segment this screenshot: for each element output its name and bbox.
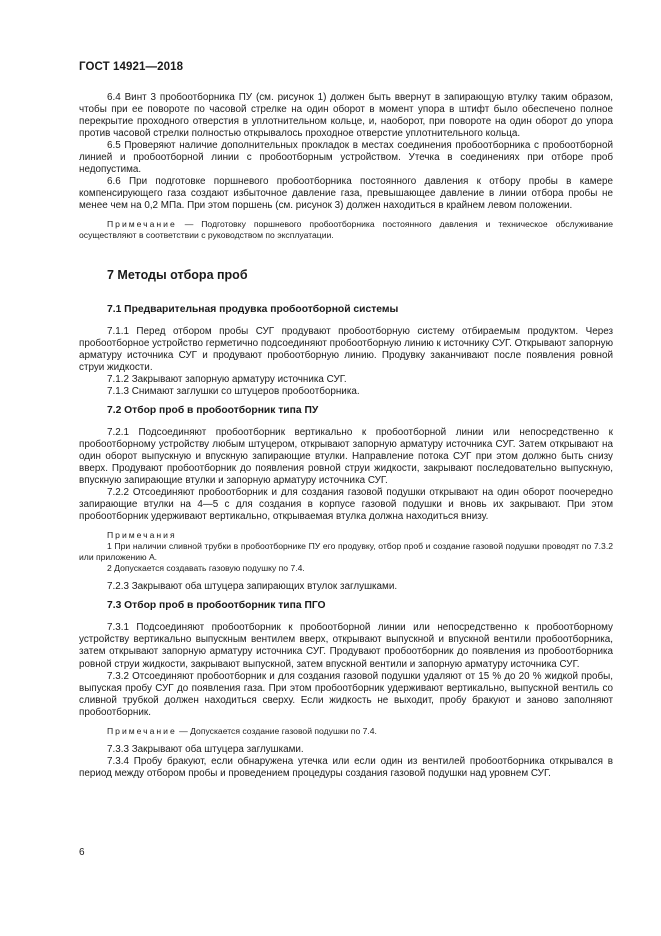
paragraph-7-3-2: 7.3.2 Отсоединяют пробоотборник и для создания газовой подушки удаляют от 15 % до 20 % жидкой пробы, выпуская пробу СУГ до появления газа. При этом пробоотборник удерживают вертикально, выпускной вентиль со сливной трубкой должен находиться сверху. Если жидкость не выходит, пробу бракуют и заново заполняют пробоотборник.	[79, 670, 613, 718]
subsection-7-3-heading: 7.3 Отбор проб в пробоотборник типа ПГО	[107, 600, 326, 612]
subsection-7-2-heading: 7.2 Отбор проб в пробоотборник типа ПУ	[107, 404, 319, 416]
subsection-7-1-heading: 7.1 Предварительная продувка пробоотборной системы	[107, 303, 399, 315]
paragraph-7-2-3: 7.2.3 Закрывают оба штуцера запирающих втулок заглушками.	[107, 581, 398, 593]
paragraph-6-5: 6.5 Проверяют наличие дополнительных прокладок в местах соединения пробоотборника с пробоотборной линией и пробоотборной линии с пробоотборным устройством. Утечка в соединениях при отборе проб недопустима.	[79, 140, 613, 176]
paragraph-7-1-3: 7.1.3 Снимают заглушки со штуцеров пробоотборника.	[107, 385, 360, 397]
paragraph-7-3-3: 7.3.3 Закрывают оба штуцера заглушками.	[107, 743, 304, 755]
paragraph-7-2-1: 7.2.1 Подсоединяют пробоотборник вертикально к пробоотборной линии или непосредственно к пробоотборному устройству любым штуцером, открывают запорную арматуру источника СУГ. Затем открывают на один оборот выпускную и впускную запирающие втулки. Направление потока СУГ при этом должно быть снизу вверх. Продувают пробоотборник до появления ровной струи жидкости, закрывают последовательно выпускную, впускную запирающие втулки и запорную арматуру источника СУГ.	[79, 426, 613, 487]
paragraph-7-1-2: 7.1.2 Закрывают запорную арматуру источника СУГ.	[107, 373, 347, 385]
note-text: — Подготовку поршневого пробоотборника постоянного давления и техническое обслуживание осуществляют в соответствии с руководством по эксплуатации.	[79, 219, 613, 241]
note-label: Примечание	[107, 725, 177, 736]
document-header: ГОСТ 14921—2018	[79, 61, 184, 73]
note-text: — Допускается создание газовой подушки по 7.4.	[176, 725, 377, 736]
document-body	[79, 92, 613, 780]
note-7-2-item-2: 2 Допускается создавать газовую подушку по 7.4.	[107, 563, 305, 574]
note-label: Примечание	[107, 219, 177, 230]
paragraph-7-3-4: 7.3.4 Пробу бракуют, если обнаружена утечка или если один из вентилей пробоотборника открывался в период между отбором пробы и проведением процедуры создания газовой подушки над уровнем СУГ.	[79, 755, 613, 779]
paragraph-6-4: 6.4 Винт 3 пробоотборника ПУ (см. рисунок 1) должен быть ввернут в запирающую втулку таким образом, чтобы при ее повороте по часовой стрелке на один оборот в момент упора в штифт было обеспечено полное перекрытие проходного отверстия в уплотнительном кольце, и, наоборот, при повороте на один оборот до упора против часовой стрелки полностью открывалось проходное отверстие уплотнительного кольца.	[79, 92, 613, 140]
paragraph-6-6: 6.6 При подготовке поршневого пробоотборника постоянного давления к отбору пробы в камере компенсирующего газа создают избыточное давление газа, превышающее давление в линии отбора пробы не менее чем на 0,2 МПа. При этом поршень (см. рисунок 3) должен находиться в крайнем левом положении.	[79, 176, 613, 212]
paragraph-7-3-1: 7.3.1 Подсоединяют пробоотборник к пробоотборной линии или непосредственно к пробоотборному устройству вертикально выпускным вентилем вверх, открывают выпускной и впускной вентили пробоотборника, затем открывают запорную арматуру источника СУГ. Продувают пробоотборник до появления из пробоотборника ровной струи жидкости, закрывают выпускной, затем впускной вентили и запорную арматуру источника СУГ.	[79, 622, 613, 670]
paragraph-7-1-1: 7.1.1 Перед отбором пробы СУГ продувают пробоотборную систему отбираемым продуктом. Через пробоотборное устройство герметично подсоединяют пробоотборную линию к источнику СУГ. Открывают запорную арматуру источника СУГ и продувают пробоотборную линию. Продувку заканчивают после появления ровной струи жидкости.	[79, 325, 613, 373]
note-6-6	[79, 219, 613, 241]
paragraph-7-2-2: 7.2.2 Отсоединяют пробоотборник и для создания газовой подушки открывают на один оборот поочередно запирающие втулки на 4—5 с для создания в корпусе газовой подушки и вновь их закрывают. При этом пробоотборник удерживают вертикально, открываемая втулка должна находиться внизу.	[79, 487, 613, 523]
notes-7-2-label: Примечания	[107, 530, 177, 541]
page-number: 6	[79, 847, 85, 858]
note-7-3	[79, 726, 613, 737]
section-7-heading: 7 Методы отбора проб	[107, 268, 248, 283]
note-7-2-item-1: 1 При наличии сливной трубки в пробоотборнике ПУ его продувку, отбор проб и создание газовой подушки проводят по 7.3.2 или приложению А.	[79, 541, 613, 563]
